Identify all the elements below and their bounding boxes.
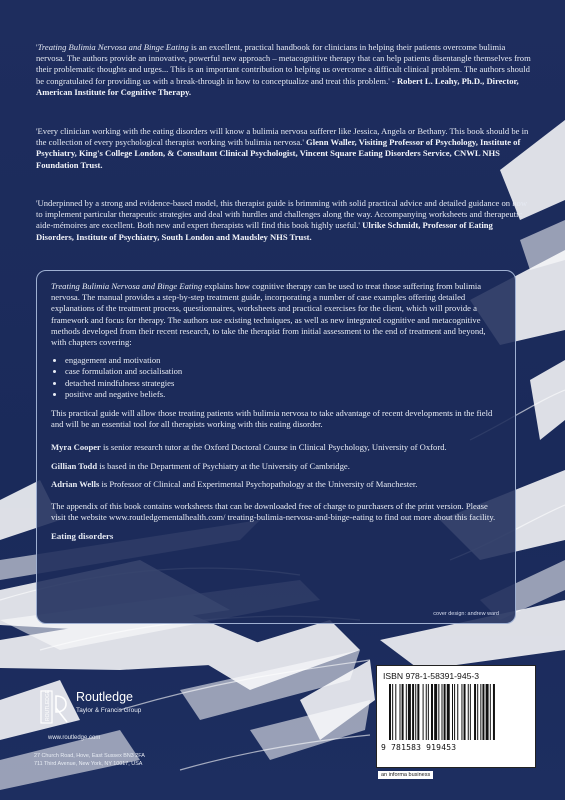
review-waller xyxy=(36,126,532,171)
description-closing: This practical guide will allow those treating patients with bulimia nervosa to take advantage of recent developments in the field and will be an essential tool for all therapists working with this eating disorder. xyxy=(51,408,493,430)
isbn-barcode-box xyxy=(376,665,536,768)
author-desc: is based in the Department of Psychiatry at the University of Cambridge. xyxy=(97,460,350,471)
publisher-group: Taylor & Francis Group xyxy=(76,707,142,714)
logo-vertical-text: ROUTLEDGE xyxy=(45,690,51,721)
barcode-digits: 9 781583 919453 xyxy=(381,743,457,752)
author-bio xyxy=(51,461,501,472)
book-description-panel xyxy=(36,270,516,624)
list-item: • engagement and motivation xyxy=(65,355,501,366)
list-item: • positive and negative beliefs. xyxy=(65,389,501,400)
review-attribution: Glenn Waller, Visiting Professor of Psychology, Institute of Psychiatry, King's College London, & Consultant Clinical Psychologist, Vincent Square Eating Disorders Service, CNWL NHS Foundation Trust. xyxy=(36,137,521,170)
barcode-icon xyxy=(385,684,529,742)
author-name: Adrian Wells xyxy=(51,478,100,489)
review-schmidt xyxy=(36,198,532,243)
review-attribution: Ulrike Schmidt, Professor of Eating Disorders, Institute of Psychiatry, South London and Maudsley NHS Trust. xyxy=(36,220,493,242)
publisher-website: www.routledge.com xyxy=(48,735,101,741)
informa-tagline: an informa business xyxy=(378,771,433,779)
description-text: explains how cognitive therapy can be used to treat those suffering from bulimia nervosa. The manual provides a step-by-step treatment guide, incorporating a number of case examples offering detailed explanations of the treatment process, questionnaires, worksheets and practical exercises for the client, which will provide a framework and focus for therapy. The authors use existing techniques, as well as new integrated cognitive and metacognitive methods developed from their recent research, to take the therapist from initial assessment to the end of treatment and beyond, with chapters covering: xyxy=(51,281,486,348)
author-bios xyxy=(51,442,501,490)
author-bio xyxy=(51,442,501,453)
routledge-logo-icon xyxy=(40,690,70,724)
chapter-topics-list xyxy=(51,355,501,400)
review-text: 'Every clinician working with the eating disorders will know a bulimia nervosa sufferer like Jessica, Angela or Bethany. This book should be in the collection of every psychological therapist working with bulimia nervosa.' xyxy=(36,126,529,148)
publisher-address-uk: 27 Church Road, Hove, East Sussex BN3 2FA xyxy=(34,753,145,759)
list-item: • detached mindfulness strategies xyxy=(65,378,501,389)
description-book-title: Treating Bulimia Nervosa and Binge Eating xyxy=(51,281,203,291)
appendix-note: The appendix of this book contains worksheets that can be downloaded free of charge to purchasers of the print version. Please visit the website www.routledgementalhealth.com/ treating-bulimia-nervosa-and-binge-eating to find out more about this facility. xyxy=(51,501,496,523)
publisher-address-us: 711 Third Avenue, New York, NY 10017, USA xyxy=(34,761,143,767)
review-leahy: 'Treating Bulimia Nervosa and Binge Eating is an excellent, practical handbook for clinicians in helping their patients overcome bulimia nervosa. The authors provide an innovative, powerful new approach – metacognitive therapy that can help patients disentangle themselves from their problematic thoughts and urges... This is an important contribution to helping us overcome a difficult clinical problem. The authors should be congratulated for providing us with a break-through in how to conceptualize and treat this problem.' - Robert L. Leahy, Ph.D., Director, American Institute for Cognitive Therapy. xyxy=(36,42,531,97)
author-desc: is Professor of Clinical and Experimental Psychopathology at the University of Manchester. xyxy=(99,478,418,489)
list-item: • case formulation and socialisation xyxy=(65,366,501,377)
author-name: Gillian Todd xyxy=(51,460,98,471)
isbn-label: ISBN 978-1-58391-945-3 xyxy=(383,671,480,681)
review-text: 'Underpinned by a strong and evidence-based model, this therapist guide is brimming with solid practical advice and detailed guidance on how to implement particular therapeutic strategies and deal with hurdles and challenges along the way. Accompanying worksheets and therapeutic aide-mémoires are excellent. Both new and expert therapists will find this book highly useful.' xyxy=(36,198,528,231)
review-text: is an excellent, practical handbook for clinicians in helping their patients overcome bulimia nervosa. The authors provide an innovative, powerful new approach – metacognitive therapy that can help patients disentangle themselves from their problematic thoughts and urges... This is an important contribution to helping us overcome a difficult clinical problem. The authors should be congratulated for providing us with a break-through in how to conceptualize and treat this problem.' - xyxy=(36,42,531,86)
publisher-name: Routledge xyxy=(76,690,133,704)
author-desc: is senior research tutor at the Oxford Doctoral Course in Clinical Psychology, University of Oxford. xyxy=(100,442,447,453)
author-name: Myra Cooper xyxy=(51,442,101,453)
review-book-title: Treating Bulimia Nervosa and Binge Eating xyxy=(37,42,189,52)
cover-design-credit: cover design: andrew ward xyxy=(433,611,499,617)
author-bio xyxy=(51,479,501,490)
review-attribution: Robert L. Leahy, Ph.D., Director, American Institute for Cognitive Therapy. xyxy=(36,75,519,97)
subject-category: Eating disorders xyxy=(51,531,114,542)
description-intro xyxy=(51,281,501,348)
